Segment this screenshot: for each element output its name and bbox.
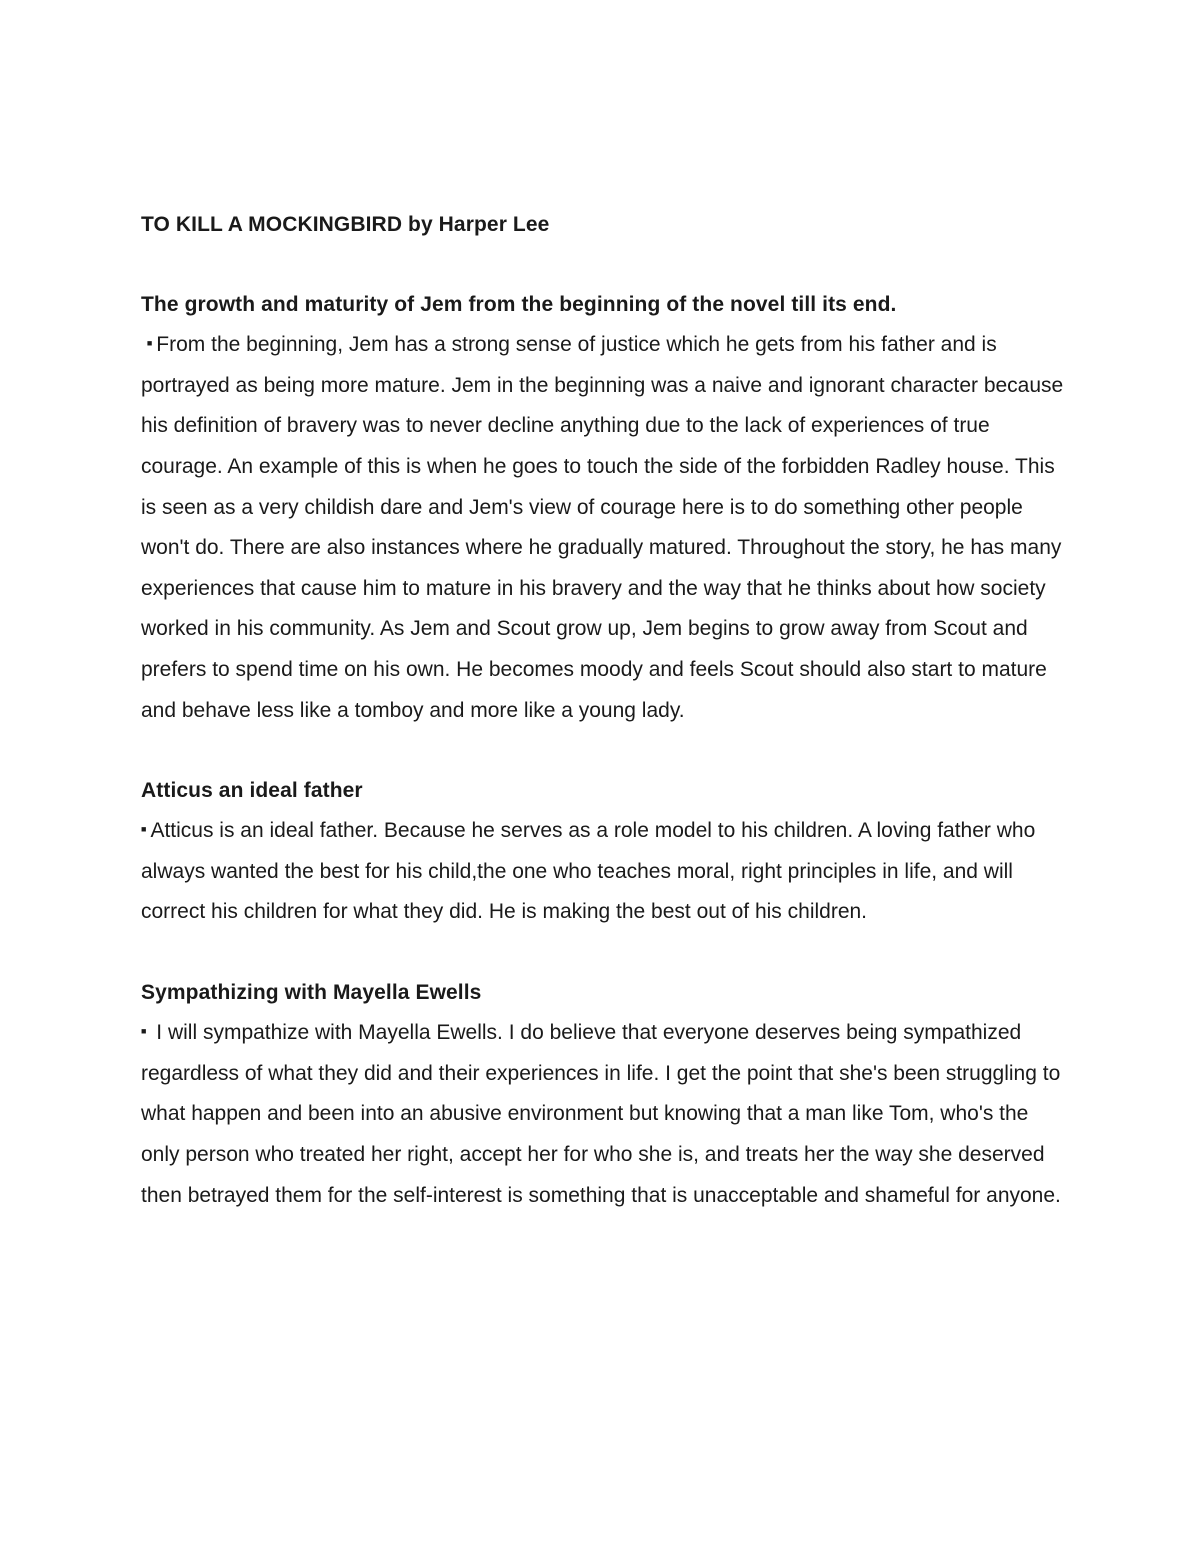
section-heading: Sympathizing with Mayella Ewells xyxy=(141,981,482,1005)
section-text: I will sympathize with Mayella Ewells. I do believe that everyone deserves being sympathized regardless of what they did and their experiences in life. I get the point that she's been struggling to what happen and been into an abusive environment but knowing that a man like Tom, who's the only person who treated her right, accept her for who she is, and treats her the way she deserved then betrayed them for the self-interest is something that is unacceptable and shameful for anyone. xyxy=(141,1021,1061,1207)
section-heading: The growth and maturity of Jem from the beginning of the novel till its end. xyxy=(141,293,897,316)
bullet-icon: ■ xyxy=(141,824,147,835)
section-jem-growth xyxy=(141,285,1071,731)
document-title: TO KILL A MOCKINGBIRD by Harper Lee xyxy=(141,213,550,236)
spacer xyxy=(141,245,1071,285)
spacer xyxy=(141,731,1071,771)
section-text: From the beginning, Jem has a strong sense of justice which he gets from his father and is portrayed as being more mature. Jem in the beginning was a naive and ignorant character because his definition of bravery was to never decline anything due to the lack of experiences of true courage. An example of this is when he goes to touch the side of the forbidden Radley house. This is seen as a very childish dare and Jem's view of courage here is to do something other people won't do. There are also instances where he gradually matured. Throughout the story, he has many experiences that cause him to mature in his bravery and the way that he thinks about how society worked in his community. As Jem and Scout grow up, Jem begins to grow away from Scout and prefers to spend time on his own. He becomes moody and feels Scout should also start to mature and behave less like a tomboy and more like a young lady. xyxy=(141,333,1064,722)
bullet-icon: ■ xyxy=(146,338,153,349)
section-body xyxy=(141,325,1071,731)
section-body xyxy=(141,1013,1071,1216)
section-heading: Atticus an ideal father xyxy=(141,779,363,803)
document-page xyxy=(141,205,1071,1216)
bullet-icon: ■ xyxy=(141,1026,147,1037)
section-atticus xyxy=(141,771,1071,933)
spacer xyxy=(141,933,1071,973)
section-text: Atticus is an ideal father. Because he serves as a role model to his children. A loving father who always wanted the best for his child,the one who teaches moral, right principles in life, and will correct his children for what they did. He is making the best out of his children. xyxy=(141,819,1036,924)
section-body xyxy=(141,811,1071,933)
section-mayella xyxy=(141,973,1071,1216)
